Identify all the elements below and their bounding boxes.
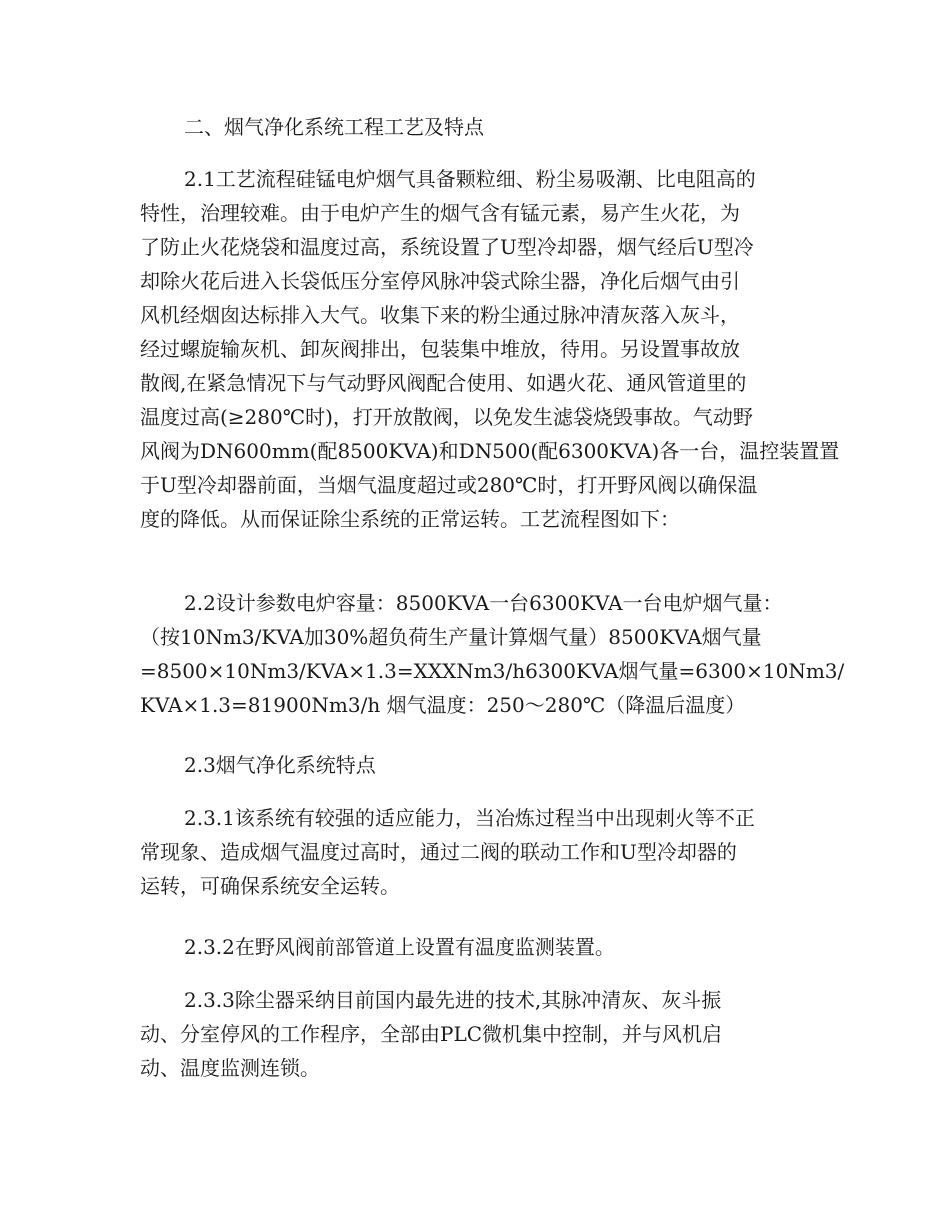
paragraph-line: KVA×1.3=81900Nm3/h 烟气温度：250～280℃（降温后温度） — [140, 693, 746, 717]
paragraph-2-1 — [140, 162, 840, 536]
section-heading — [140, 110, 810, 144]
paragraph-line: 2.2设计参数电炉容量：8500KVA一台6300KVA一台电炉烟气量： — [184, 591, 783, 615]
section-2-3-title — [140, 748, 810, 782]
paragraph-line: 2.3.3除尘器采纳目前国内最先进的技术,其脉冲清灰、灰斗振 — [184, 988, 722, 1012]
paragraph-line: 度的降低。从而保证除尘系统的正常运转。工艺流程图如下： — [140, 507, 680, 531]
paragraph-line: 运转，可确保系统安全运转。 — [140, 874, 400, 898]
paragraph-2-3-1 — [140, 801, 810, 903]
paragraph-line: 散阀,在紧急情况下与气动野风阀配合使用、如遇火花、通风管道里的 — [140, 371, 747, 395]
paragraph-line: （按10Nm3/KVA加30%超负荷生产量计算烟气量）8500KVA烟气量 — [140, 625, 762, 649]
paragraph-line: 却除火花后进入长袋低压分室停风脉冲袋式除尘器，净化后烟气由引 — [140, 269, 740, 293]
paragraph-line: 于U型冷却器前面，当烟气温度超过或280℃时，打开野风阀以确保温 — [140, 473, 758, 497]
paragraph-line: 动、分室停风的工作程序，全部由PLC微机集中控制，并与风机启 — [140, 1022, 723, 1046]
paragraph-line: 特性，治理较难。由于电炉产生的烟气含有锰元素，易产生火花，为 — [140, 201, 740, 225]
paragraph-2-3-3 — [140, 983, 810, 1085]
paragraph-2-3-2 — [140, 930, 810, 964]
subsection-title: 2.3烟气净化系统特点 — [184, 753, 376, 777]
heading-text: 二、烟气净化系统工程工艺及特点 — [184, 115, 484, 139]
paragraph-line: 了防止火花烧袋和温度过高，系统设置了U型冷却器，烟气经后U型冷 — [140, 235, 754, 259]
paragraph-line: 风机经烟囱达标排入大气。收集下来的粉尘通过脉冲清灰落入灰斗， — [140, 303, 740, 327]
paragraph-line: 经过螺旋输灰机、卸灰阀排出，包装集中堆放，待用。另设置事故放 — [140, 337, 740, 361]
paragraph-line: 常现象、造成烟气温度过高时，通过二阀的联动工作和U型冷却器的 — [140, 840, 737, 864]
paragraph-line: 2.3.1该系统有较强的适应能力，当冶炼过程当中出现刺火等不正 — [184, 806, 755, 830]
paragraph-line: 风阀为DN600mm(配8500KVA)和DN500(配6300KVA)各一台，温控装置置 — [140, 439, 840, 463]
paragraph-line: 温度过高(≥280℃时)，打开放散阀，以免发生滤袋烧毁事故。气动野 — [140, 405, 753, 429]
paragraph-line: 2.3.2在野风阀前部管道上设置有温度监测装置。 — [184, 935, 615, 959]
paragraph-line: =8500×10Nm3/KVA×1.3=XXXNm3/h6300KVA烟气量=6300×10Nm3/ — [140, 659, 845, 683]
paragraph-2-2 — [140, 586, 845, 722]
paragraph-line: 动、温度监测连锁。 — [140, 1056, 320, 1080]
paragraph-line: 2.1工艺流程硅锰电炉烟气具备颗粒细、粉尘易吸潮、比电阻高的 — [184, 167, 756, 191]
